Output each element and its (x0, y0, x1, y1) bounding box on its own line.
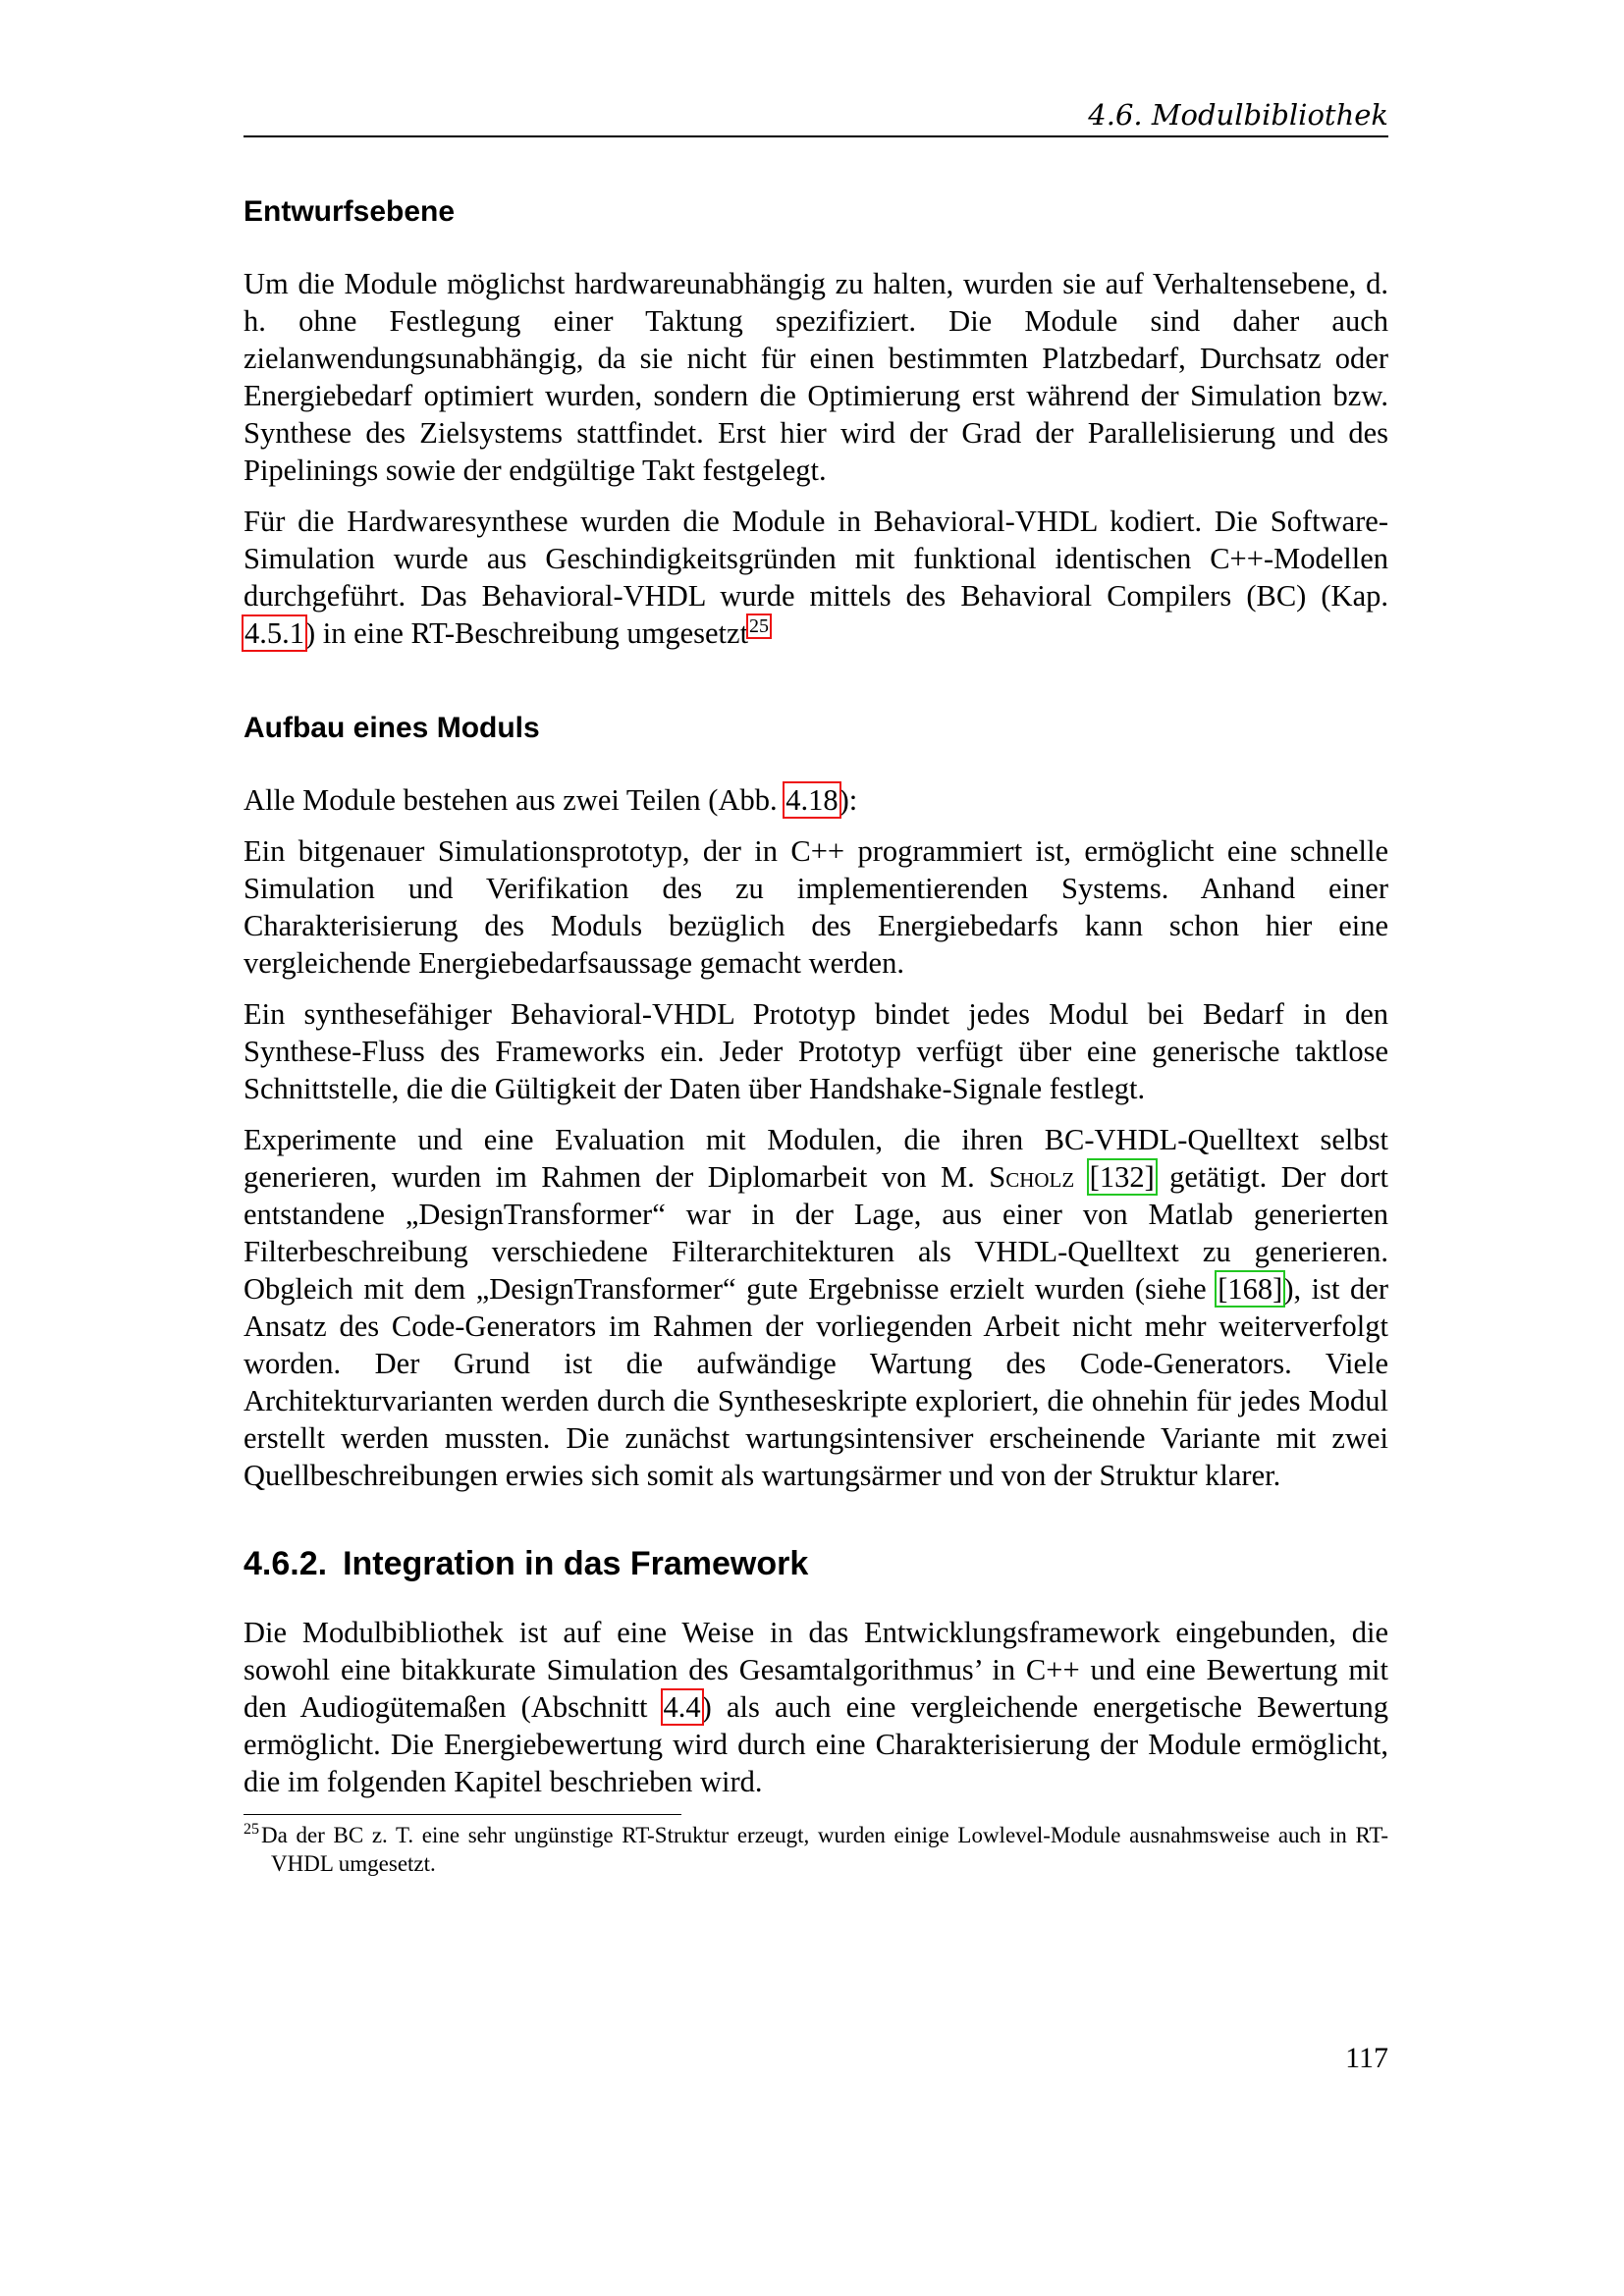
citation-link-132[interactable]: [132] (1089, 1160, 1155, 1194)
heading-entwurfsebene: Entwurfsebene (244, 195, 456, 228)
running-header-title: 4.6. Modulbibliothek (1088, 98, 1388, 132)
text-run: Experimente und eine Evaluation mit Modulen, die ihren BC-VHDL-Quelltext selbst generieren, wurden im Rahmen der Diplomarbeit von M. (244, 1123, 1388, 1194)
text-run: ), ist der Ansatz des Code-Generators im Rahmen der vorliegenden Arbeit nicht mehr weiterverfolgt worden. Der Grund ist die aufwändige Wartung des Code-Generators. Viele Architekturvarianten werden durch die Syntheseskripte exploriert, die ohnehin für jedes Modul erstellt werden mussten. Die zunächst wartungsintensiver erscheinende Variante mit zwei Quellbeschreibungen erwies sich somit als wartungsärmer und von der Struktur klarer. (244, 1272, 1388, 1492)
citation-link-168[interactable]: [168] (1218, 1272, 1283, 1306)
paragraph-integration-1 (244, 1614, 1388, 1800)
paragraph-aufbau-3: Ein synthesefähiger Behavioral-VHDL Prototyp bindet jedes Modul bei Bedarf in den Synthese-Fluss des Frameworks ein. Jeder Prototyp verfügt über eine generische taktlose Schnittstelle, die die Gültigkeit der Daten über Handshake-Signale festlegt. (244, 997, 1388, 1105)
text-run: ) als auch eine vergleichende energetische Bewertung ermöglicht. Die Energiebewertung wird durch eine Charakterisierung der Module ermöglicht, die im folgenden Kapitel beschrieben wird. (244, 1690, 1388, 1798)
section-link-4-4[interactable]: 4.4 (663, 1690, 701, 1724)
footnote-25 (244, 1821, 1388, 1878)
page-number: 117 (1345, 2042, 1388, 2074)
text-run: getätigt. Der dort entstandene „DesignTransformer“ war in der Lage, aus einer von Matlab generierten Filterbeschreibung verschiedene Filterarchitekturen als VHDL-Quelltext zu generieren. Obgleich mit dem „DesignTransformer“ gute Ergebnisse erzielt wurden (siehe (244, 1160, 1389, 1306)
section-number: 4.6.2. (244, 1545, 328, 1582)
footnote-number: 25 (244, 1821, 259, 1839)
heading-aufbau-eines-moduls: Aufbau eines Moduls (244, 712, 540, 744)
text-run: ) in eine RT-Beschreibung umgesetzt (305, 616, 749, 650)
footnote-separator (244, 1814, 681, 1815)
page-body (244, 192, 1388, 1878)
paragraph-entwurf-1: Um die Module möglichst hardwareunabhängig zu halten, wurden sie auf Verhaltensebene, d. h. ohne Festlegung einer Taktung spezifiziert. Die Module sind daher auch zielanwendungsunabhängig, da sie nicht für einen bestimmten Platzbedarf, Durchsatz oder Energiebedarf optimiert wurden, sondern die Optimierung erst während der Simulation bzw. Synthese des Zielsystems stattfindet. Erst hier wird der Grad der Parallelisierung und des Pipelinings sowie der endgültige Takt festgelegt. (244, 267, 1388, 487)
text-run: Alle Module bestehen aus zwei Teilen (Abb. (244, 783, 785, 817)
author-name: Scholz (989, 1160, 1075, 1194)
text-run: Für die Hardwaresynthese wurden die Module in Behavioral-VHDL kodiert. Die Software-Simulation wurde aus Geschindigkeitsgründen mit funktional identischen C++-Modellen durchgeführt. Das Behavioral-VHDL wurde mittels des Behavioral Compilers (BC) (Kap. (244, 505, 1388, 613)
running-header (244, 94, 1388, 137)
section-heading-4-6-2 (244, 1543, 1388, 1584)
section-title: Integration in das Framework (343, 1545, 809, 1582)
chapter-link-4-5-1[interactable]: 4.5.1 (244, 616, 304, 650)
figure-link-4-18[interactable]: 4.18 (785, 783, 839, 817)
paragraph-aufbau-1 (244, 781, 1388, 819)
paragraph-aufbau-2: Ein bitgenauer Simulationsprototyp, der in C++ programmiert ist, ermöglicht eine schnelle Simulation und Verifikation des zu implementierenden Systems. Anhand einer Charakterisierung des Moduls bezüglich des Energiebedarfs kann schon hier eine vergleichende Energiebedarfsaussage gemacht werden. (244, 834, 1388, 980)
paragraph-aufbau-4 (244, 1121, 1388, 1494)
footnote-link-25[interactable]: 25 (749, 614, 770, 637)
text-run: Die Modulbibliothek ist auf eine Weise in das Entwicklungsframework eingebunden, die sowohl eine bitakkurate Simulation des Gesamtalgorithmus’ in C++ und eine Bewertung mit den Audiogütemaßen (Abschnitt (244, 1616, 1388, 1724)
paragraph-entwurf-2 (244, 503, 1388, 652)
footnote-text: Da der BC z. T. eine sehr ungünstige RT-Struktur erzeugt, wurden einige Lowlevel-Module ausnahmsweise auch in RT-VHDL umgesetzt. (261, 1823, 1388, 1876)
text-run: ): (839, 783, 858, 817)
